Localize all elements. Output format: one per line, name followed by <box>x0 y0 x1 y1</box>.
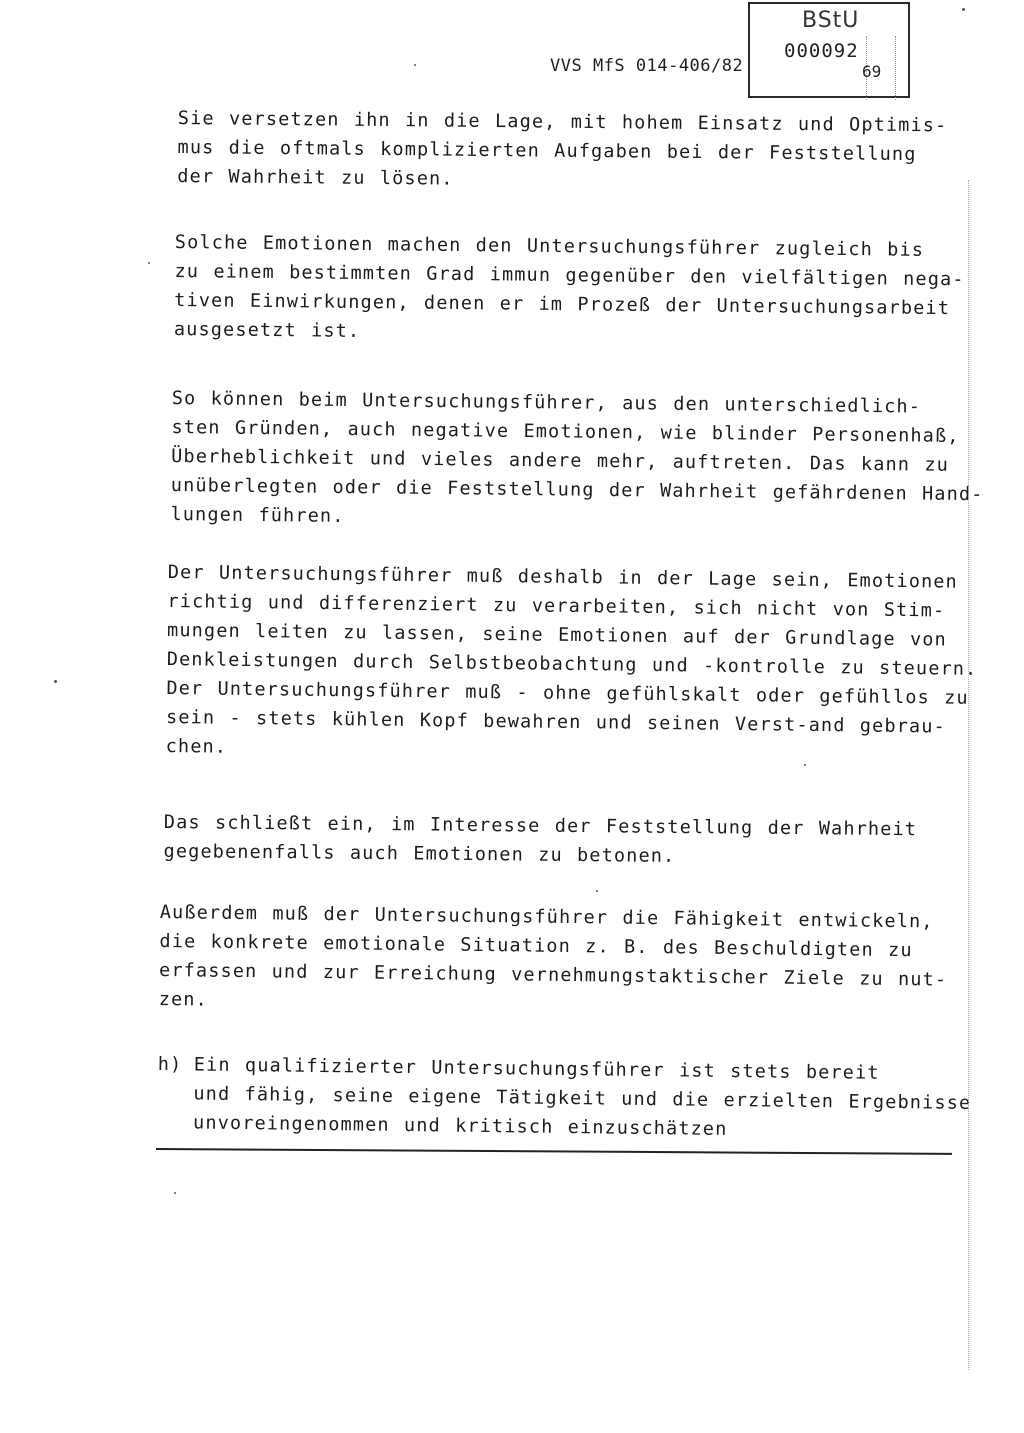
paragraph-6: Außerdem muß der Untersuchungsführer die Fähigkeit entwickeln, die konkrete emotionale Situation z. B. des Beschuldigten zu erfassen und zur Erreichung vernehmungstaktischer Ziele zu nut- zen. <box>158 901 948 1011</box>
scan-speck <box>174 1192 176 1194</box>
scan-speck <box>962 8 965 11</box>
scan-speck <box>804 764 806 766</box>
underline-rule <box>156 1148 952 1155</box>
scan-speck <box>54 680 57 683</box>
scan-edge-line <box>968 180 969 1370</box>
scan-speck <box>414 64 416 66</box>
paragraph-3: So können beim Untersuchungsführer, aus den unterschiedlich- sten Gründen, auch negative Emotionen, wie blinder Personenhaß, Überheblichkeit und vieles andere mehr, auftreten. Das kann zu unüberlegten oder die Feststellung der Wahrheit gefährdenen Hand- lungen führen. <box>170 387 984 527</box>
paragraph-4: Der Untersuchungsführer muß deshalb in der Lage sein, Emotionen richtig und differenziert zu verarbeiten, sich nicht von Stim- mungen leiten zu lassen, seine Emotionen auf der Grundlage von Denkleistungen durch Selbstbeobachtung und -kontrolle zu steuern. Der Untersuchungsführer muß - ohne gefühlskalt oder gefühllos zu sein - stets kühlen Kopf bewahren und seinen Verst-and gebrau- chen. <box>165 561 978 758</box>
stamp-page-number: 69 <box>862 62 882 81</box>
paragraph-2: Solche Emotionen machen den Untersuchungsführer zugleich bis zu einem bestimmten Grad immun gegenüber den vielfältigen nega- tiven Einwirkungen, denen er im Prozeß der Untersuchungsarbeit ausgesetzt ist. <box>173 231 965 342</box>
paragraph-1: Sie versetzen ihn in die Lage, mit hohem Einsatz und Optimis- mus die oftmals komplizierten Aufgaben bei der Feststellung der Wahrheit zu lösen. <box>177 107 948 190</box>
list-item-text: Ein qualifizierter Untersuchungsführer ist stets bereit und fähig, seine eigene Tätigkeit und die erzielten Ergebnisse unvoreingenommen und kritisch einzuschätzen <box>192 1054 972 1140</box>
list-item-marker: h) <box>157 1053 183 1076</box>
scan-speck <box>596 890 598 892</box>
paragraph-5: Das schließt ein, im Interesse der Feststellung der Wahrheit gegebenenfalls auch Emotionen zu betonen. <box>163 811 918 867</box>
stamp-number: 000092 <box>784 40 859 62</box>
stamp-office: BStU <box>802 8 860 33</box>
archive-stamp <box>748 2 910 98</box>
document-reference: VVS MfS 014-406/82 <box>550 56 744 76</box>
scan-speck <box>148 262 150 264</box>
